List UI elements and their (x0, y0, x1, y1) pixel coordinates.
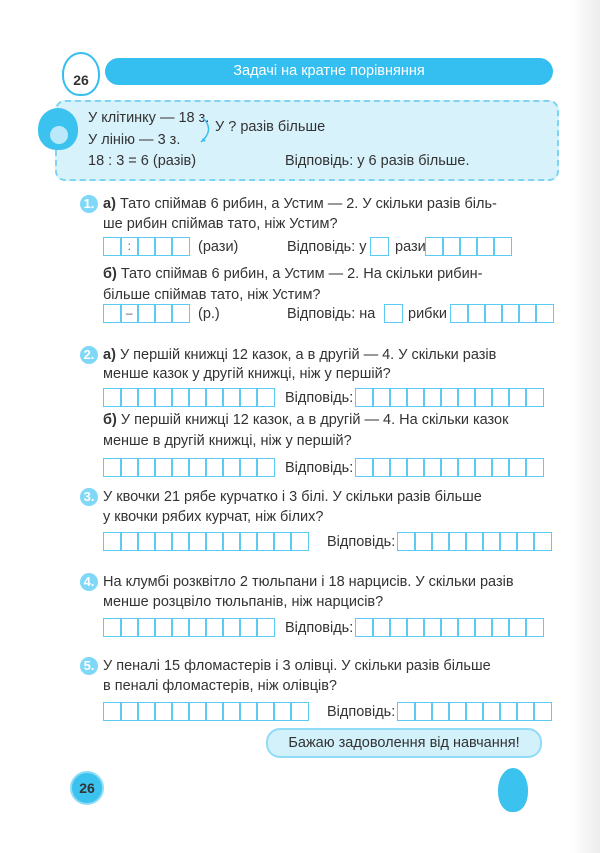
answer-cell[interactable] (425, 237, 444, 256)
answer-label: Відповідь: (285, 390, 354, 406)
task-number: 5. (80, 657, 98, 675)
answer-cell[interactable] (525, 458, 544, 477)
answer-cell[interactable] (525, 618, 544, 637)
answer-cell[interactable] (171, 532, 190, 551)
answer-boxes[interactable] (397, 532, 550, 551)
task-text: менше казок у другій книжці, ніж у першій? (103, 366, 391, 382)
example-line-2: У лінію — 3 з. (88, 132, 181, 148)
lesson-title: Задачі на кратне порівняння (105, 58, 553, 85)
answer-cell[interactable] (120, 458, 139, 477)
solution-boxes[interactable] (103, 532, 307, 551)
answer-cell[interactable] (137, 702, 156, 721)
mascot-icon (38, 108, 78, 150)
answer-cell[interactable] (137, 388, 156, 407)
unit-label: (рази) (198, 239, 239, 255)
answer-cell[interactable] (120, 702, 139, 721)
answer-cell[interactable] (476, 237, 495, 256)
answer-cell[interactable] (448, 532, 467, 551)
answer-label: Відповідь: (327, 534, 396, 550)
answer-cell[interactable] (188, 388, 207, 407)
answer-cell[interactable] (389, 388, 408, 407)
answer-cell[interactable] (137, 618, 156, 637)
answer-cell[interactable] (273, 532, 292, 551)
task-text: більше спіймав тато, ніж Устим? (103, 287, 321, 303)
answer-cell[interactable] (499, 702, 518, 721)
answer-cell[interactable] (431, 702, 450, 721)
answer-cell[interactable] (457, 618, 476, 637)
answer-cell[interactable] (457, 458, 476, 477)
answer-cell[interactable] (103, 304, 122, 323)
answer-cell[interactable] (533, 532, 552, 551)
answer-cell[interactable] (239, 532, 258, 551)
answer-cell[interactable] (120, 388, 139, 407)
answer-cell[interactable] (103, 237, 122, 256)
answer-cell[interactable] (474, 388, 493, 407)
answer-cell[interactable] (406, 618, 425, 637)
answer-cell[interactable] (384, 304, 403, 323)
answer-cell[interactable] (239, 618, 258, 637)
answer-cell[interactable] (491, 388, 510, 407)
answer-cell[interactable] (154, 388, 173, 407)
answer-cell[interactable] (239, 458, 258, 477)
answer-cell[interactable] (103, 388, 122, 407)
task-number: 1. (80, 195, 98, 213)
answer-cell[interactable] (137, 237, 156, 256)
answer-cell[interactable] (448, 702, 467, 721)
answer-cell[interactable] (120, 618, 139, 637)
answer-cell[interactable] (423, 458, 442, 477)
answer-cell[interactable] (474, 618, 493, 637)
answer-boxes[interactable] (450, 304, 552, 323)
answer-cell[interactable] (457, 388, 476, 407)
solution-boxes[interactable] (103, 304, 188, 323)
answer-cell[interactable] (459, 237, 478, 256)
answer-cell[interactable] (205, 388, 224, 407)
answer-word: рази (395, 239, 426, 255)
answer-cell[interactable] (188, 532, 207, 551)
answer-boxes[interactable] (355, 618, 542, 637)
answer-cell[interactable] (188, 702, 207, 721)
part-label: б) (103, 412, 117, 428)
answer-cell[interactable] (154, 532, 173, 551)
answer-cell[interactable] (171, 304, 190, 323)
answer-cell[interactable] (482, 532, 501, 551)
answer-cell[interactable] (137, 532, 156, 551)
answer-cell[interactable] (222, 532, 241, 551)
answer-cell[interactable] (154, 618, 173, 637)
answer-cell[interactable] (222, 388, 241, 407)
answer-cell[interactable] (188, 618, 207, 637)
answer-cell[interactable] (171, 388, 190, 407)
wish-bubble: Бажаю задоволення від навчання! (266, 728, 542, 758)
answer-cell[interactable] (154, 304, 173, 323)
answer-cell[interactable] (508, 458, 527, 477)
answer-cell[interactable] (290, 702, 309, 721)
answer-cell[interactable] (222, 458, 241, 477)
answer-cell[interactable] (171, 702, 190, 721)
solution-boxes[interactable] (103, 458, 273, 477)
answer-cell[interactable] (465, 532, 484, 551)
answer-cell[interactable] (290, 532, 309, 551)
answer-boxes[interactable] (355, 458, 542, 477)
answer-cell[interactable] (389, 458, 408, 477)
answer-cell[interactable] (493, 237, 512, 256)
answer-cell[interactable] (406, 458, 425, 477)
answer-cell[interactable] (501, 304, 520, 323)
answer-boxes[interactable] (355, 388, 542, 407)
task-text: Тато спіймав 6 рибин, а Устим — 2. На скільки рибин- (120, 266, 483, 282)
answer-label: Відповідь: (285, 620, 354, 636)
answer-cell[interactable] (205, 702, 224, 721)
answer-cell[interactable] (440, 388, 459, 407)
answer-cell[interactable] (222, 702, 241, 721)
task-text: менше в другій книжці, ніж у першій? (103, 433, 352, 449)
answer-cell[interactable] (256, 618, 275, 637)
answer-cell[interactable] (372, 618, 391, 637)
answer-cell[interactable] (389, 618, 408, 637)
answer-cell[interactable] (171, 237, 190, 256)
task-number: 4. (80, 573, 98, 591)
task-number: 3. (80, 488, 98, 506)
answer-cell[interactable] (205, 618, 224, 637)
answer-label: Відповідь: у (287, 239, 367, 255)
answer-cell[interactable] (516, 532, 535, 551)
example-line-1: У клітинку — 18 з. (88, 110, 210, 126)
task-text: У першій книжці 12 казок, а в другій — 4. На скільки казок (120, 412, 509, 428)
answer-cell[interactable] (205, 532, 224, 551)
answer-cell[interactable] (372, 388, 391, 407)
part-label: б) (103, 266, 117, 282)
answer-cell[interactable] (370, 237, 389, 256)
task-text: менше розцвіло тюльпанів, ніж нарцисів? (103, 594, 384, 610)
answer-cell[interactable] (406, 388, 425, 407)
answer-cell[interactable] (450, 304, 469, 323)
answer-cell[interactable] (103, 702, 122, 721)
task-text: в пеналі фломастерів, ніж олівців? (103, 678, 337, 694)
answer-cell[interactable] (188, 458, 207, 477)
task-number: 2. (80, 346, 98, 364)
part-label: а) (103, 196, 116, 212)
answer-cell[interactable] (256, 702, 275, 721)
answer-number-box[interactable] (384, 304, 401, 323)
solution-boxes[interactable] (103, 388, 273, 407)
answer-cell[interactable] (508, 388, 527, 407)
lesson-number-badge: 26 (62, 52, 100, 96)
task-text: у квочки рябих курчат, ніж білих? (103, 509, 324, 525)
answer-cell[interactable] (355, 618, 374, 637)
solution-boxes[interactable] (103, 237, 188, 256)
answer-cell[interactable] (120, 532, 139, 551)
answer-cell[interactable] (171, 458, 190, 477)
answer-cell[interactable] (103, 618, 122, 637)
answer-cell[interactable] (171, 618, 190, 637)
answer-cell[interactable] (414, 702, 433, 721)
answer-cell[interactable] (491, 458, 510, 477)
answer-cell[interactable] (222, 618, 241, 637)
part-label: а) (103, 347, 116, 363)
answer-cell[interactable] (423, 388, 442, 407)
answer-cell[interactable] (508, 618, 527, 637)
answer-cell[interactable] (103, 532, 122, 551)
answer-cell[interactable] (518, 304, 537, 323)
answer-label: Відповідь: (285, 460, 354, 476)
answer-cell[interactable] (499, 532, 518, 551)
example-solution: 18 : 3 = 6 (разів) (88, 153, 197, 169)
answer-number-box[interactable] (370, 237, 387, 256)
answer-cell[interactable] (355, 388, 374, 407)
answer-cell[interactable] (484, 304, 503, 323)
answer-cell[interactable] (256, 532, 275, 551)
answer-boxes[interactable] (425, 237, 510, 256)
answer-cell[interactable] (372, 458, 391, 477)
answer-label: Відповідь: (327, 704, 396, 720)
example-answer: Відповідь: у 6 разів більше. (285, 153, 470, 169)
answer-cell[interactable] (137, 304, 156, 323)
task-text: У квочки 21 рябе курчатко і 3 білі. У скільки разів більше (103, 489, 482, 505)
operator-cell[interactable]: : (120, 237, 139, 256)
answer-cell[interactable] (535, 304, 554, 323)
answer-cell[interactable] (516, 702, 535, 721)
answer-cell[interactable] (533, 702, 552, 721)
answer-cell[interactable] (414, 532, 433, 551)
solution-boxes[interactable] (103, 618, 273, 637)
page-number: 26 (70, 771, 104, 805)
answer-cell[interactable] (137, 458, 156, 477)
answer-cell[interactable] (239, 702, 258, 721)
task-text: Тато спіймав 6 рибин, а Устим — 2. У скільки разів біль- (119, 196, 497, 212)
answer-cell[interactable] (205, 458, 224, 477)
answer-cell[interactable] (491, 618, 510, 637)
task-text: У пеналі 15 фломастерів і 3 олівці. У скільки разів більше (103, 658, 491, 674)
answer-word: рибки (408, 306, 447, 322)
task-text: У першій книжці 12 казок, а в другій — 4. У скільки разів (119, 347, 497, 363)
answer-cell[interactable] (397, 702, 416, 721)
answer-cell[interactable] (397, 532, 416, 551)
operator-cell[interactable]: – (120, 304, 139, 323)
answer-boxes[interactable] (397, 702, 550, 721)
answer-cell[interactable] (440, 458, 459, 477)
page-edge-shadow (572, 0, 600, 853)
mascot-icon (498, 768, 528, 812)
answer-cell[interactable] (239, 388, 258, 407)
answer-cell[interactable] (525, 388, 544, 407)
answer-cell[interactable] (465, 702, 484, 721)
answer-cell[interactable] (423, 618, 442, 637)
answer-cell[interactable] (256, 388, 275, 407)
answer-cell[interactable] (431, 532, 450, 551)
answer-cell[interactable] (154, 702, 173, 721)
answer-cell[interactable] (154, 237, 173, 256)
solution-boxes[interactable] (103, 702, 307, 721)
answer-cell[interactable] (154, 458, 173, 477)
task-text: На клумбі розквітло 2 тюльпани і 18 нарцисів. У скільки разів (103, 574, 514, 590)
answer-cell[interactable] (103, 458, 122, 477)
answer-label: Відповідь: на (287, 306, 376, 322)
unit-label: (р.) (198, 306, 220, 322)
answer-cell[interactable] (442, 237, 461, 256)
answer-cell[interactable] (467, 304, 486, 323)
answer-cell[interactable] (474, 458, 493, 477)
example-relation: У ? разів більше (215, 119, 326, 135)
answer-cell[interactable] (256, 458, 275, 477)
answer-cell[interactable] (355, 458, 374, 477)
answer-cell[interactable] (273, 702, 292, 721)
task-text: ше рибин спіймав тато, ніж Устим? (103, 216, 338, 232)
answer-cell[interactable] (440, 618, 459, 637)
answer-cell[interactable] (482, 702, 501, 721)
